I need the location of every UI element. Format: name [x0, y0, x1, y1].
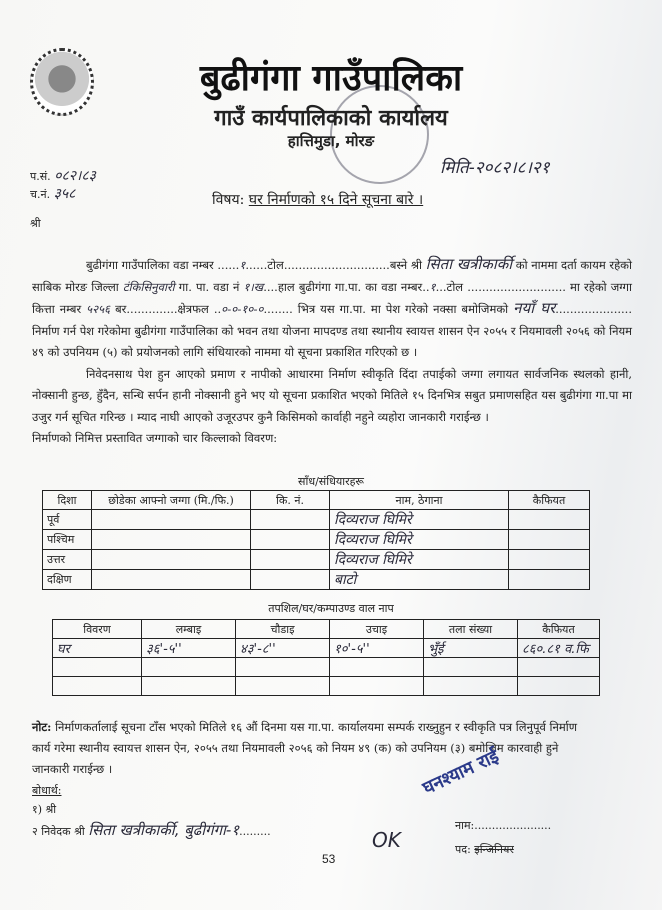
ref-cn: [30, 184, 75, 203]
post-label: पद:: [455, 843, 471, 856]
cell: घर: [53, 639, 142, 658]
text: गा. पा. वडा नं: [174, 279, 244, 294]
direction: पूर्व: [43, 510, 92, 530]
subject-text: घर निर्माणको १५ दिने सूचना बारे ।: [248, 192, 424, 208]
table-header-row: [43, 491, 590, 510]
neighbor-name: बाटो: [330, 570, 509, 590]
ps-value: ०८२।८३: [54, 168, 96, 184]
table-row: [43, 530, 590, 550]
text: ........ भित्र यस गा.पा. मा पेश गरेको नक्सा बमोजिमको: [263, 302, 514, 316]
date: मिति-२०८२।८।२१: [440, 158, 550, 178]
direction: दक्षिण: [43, 570, 92, 590]
boundary-table-caption: साँध/संधियारहरू: [298, 475, 364, 488]
paragraph-1: [32, 254, 632, 364]
building-type: नयाँ घर: [513, 299, 556, 317]
ps-label: प.सं.: [30, 170, 51, 183]
header-cell: छोडेका आफ्नो जग्गा (मि./फि.): [92, 491, 251, 510]
cell: ३६'-५'': [142, 639, 236, 658]
cc-item-1: १) श्री: [32, 803, 57, 816]
text: ......टोल.............................बस्ने श्री: [245, 258, 426, 272]
neighbor-name: दिव्यराज घिमिरे: [330, 550, 509, 570]
table-row: [53, 658, 600, 677]
cell: [509, 530, 590, 550]
text: ...टोल ........................... मा रहेको जग्गा कित्ता नम्बर: [32, 279, 632, 316]
applicant-value: सिता खत्रीकार्की, बुढीगंगा-१: [88, 821, 240, 839]
cc-label: बोधार्थ:: [32, 784, 62, 797]
text: बर..............क्षेत्रफल ..: [110, 302, 222, 316]
plot-number: ५२५६: [86, 302, 111, 316]
cell: भुँई: [424, 639, 518, 658]
cn-label: च.नं.: [30, 188, 51, 201]
former-vdc: टंकिसिनुवारी: [122, 279, 175, 294]
cc-item-2: २ निवेदक श्री सिता खत्रीकार्की, बुढीगंगा-१.........: [32, 821, 271, 839]
text: बुढीगंगा गाउँपालिका वडा नम्बर ......: [86, 258, 240, 272]
header-cell: कि. नं.: [251, 491, 330, 510]
cell: [92, 550, 251, 570]
post-value: इन्जिनियर: [474, 843, 514, 856]
direction: पश्चिम: [43, 530, 92, 550]
name-label: नाम:: [455, 819, 475, 832]
cell: ४३'-८'': [236, 639, 330, 658]
note-text: निर्माणकर्तालाई सूचना टाँस भएको मितिले १६ औं दिनमा यस गा.पा. कार्यालयमा सम्पर्क राख्नुहुन र स्वीकृति पत्र लिनुपूर्व निर्माण कार्य गरेमा स्थानीय स्वायत्त शासन ऐन, २०५५ तथा नियमावली २०५६ को नियम ४९ (क) को उपनियम (३) बमोजिम कारवाही हुने जानकारी गराईन्छ ।: [32, 720, 578, 776]
cell: [251, 570, 330, 590]
cn-value: ३५८: [53, 186, 76, 202]
cell: [92, 510, 251, 530]
table-row: [53, 639, 600, 658]
note-label: नोट:: [32, 720, 52, 734]
header-cell: लम्बाइ: [142, 620, 236, 639]
header-cell: कैफियत: [509, 491, 590, 510]
cell: [509, 570, 590, 590]
addressee: श्री: [30, 217, 41, 230]
text: को नाममा दर्ता कायम रहेको साबिक मोरङ जिल्ला: [32, 258, 632, 294]
header-cell: चौडाइ: [236, 620, 330, 639]
signatory-name: नाम:......................: [455, 819, 552, 832]
subject: [212, 190, 423, 209]
header-cell: तला संख्या: [424, 620, 518, 639]
ward-value: १: [429, 279, 436, 294]
paragraph-3: निर्माणको निमित्त प्रस्तावित जग्गाको चार किल्लाको विवरण:: [32, 431, 278, 445]
signatory-post: [455, 842, 514, 857]
applicant-name: सिता खत्रीकार्की: [425, 255, 513, 273]
handwritten-mark: OK: [372, 828, 401, 852]
subject-label: विषय:: [212, 192, 245, 208]
table-header-row: [53, 620, 600, 639]
office-title: बुढीगंगा गाउँपालिका: [199, 58, 463, 99]
cell: [251, 530, 330, 550]
table-row: [53, 677, 600, 696]
header-cell: नाम, ठेगाना: [330, 491, 509, 510]
cell: [92, 570, 251, 590]
header-cell: विवरण: [53, 620, 142, 639]
table-row: [43, 570, 590, 590]
cell: १०'-५'': [330, 639, 424, 658]
cell: [92, 530, 251, 550]
office-address: हात्तिमुडा, मोरङ: [287, 132, 375, 150]
table-row: [43, 550, 590, 570]
measure-table-caption: तपशिल/घर/कम्पाउण्ड वाल नाप: [268, 602, 394, 615]
measurement-table: [52, 619, 600, 696]
text: ..................... निर्माण गर्न पेश गरेकोमा बुढीगंगा गाउँपालिका को भवन तथा योजना मापदण्ड तथा स्थानीय स्वायत्त शासन ऐन २०५५ र नियमावली २०५६ को नियम ४९ को उपनियम (५) को प्रयोजनको लागि संधियारको नाममा यो सूचना प्रकाशित गरिएको छ ।: [32, 302, 632, 359]
former-ward: १।ख: [243, 279, 264, 294]
cell: [509, 550, 590, 570]
cell: [251, 510, 330, 530]
area-value: ०-०-१०-०: [221, 302, 264, 316]
header-cell: दिशा: [43, 491, 92, 510]
applicant-label: २ निवेदक श्री: [32, 825, 85, 838]
cell: ८६०.८१ व.फि: [518, 639, 600, 658]
header-cell: उचाइ: [330, 620, 424, 639]
cell: [509, 510, 590, 530]
header-cell: कैफियत: [518, 620, 600, 639]
boundary-table: [42, 490, 590, 590]
neighbor-name: दिव्यराज घिमिरे: [330, 510, 509, 530]
ward-value: १: [239, 258, 246, 272]
cell: [251, 550, 330, 570]
table-row: [43, 510, 590, 530]
neighbor-name: दिव्यराज घिमिरे: [330, 530, 509, 550]
paragraph-2: निवेदनसाथ पेश हुन आएको प्रमाण र नापीको आधारमा निर्माण स्वीकृति दिंदा तपाईको जग्गा लगायत सार्वजनिक स्थलको हानी, नोक्सानी हुन्छ, हुँदैन, सन्धि सर्पन हानी नोक्सानी हुने भए यो सूचना प्रकाशित भएको मितिले १५ दिनभित्र सबुत प्रमाणसहित यस बुढीगंगा गा.पा मा उजुर गर्न सूचित गरिन्छ । म्याद नाघी आएको उजूरउपर कुनै किसिमको कार्वाही नहुने व्यहोरा जानकारी गराईन्छ ।: [32, 366, 632, 424]
signature-stamp: घनश्याम राई: [419, 745, 503, 800]
body-text: [32, 254, 632, 450]
page-number: 53: [322, 852, 336, 866]
direction: उत्तर: [43, 550, 92, 570]
text: ....हाल बुढीगंगा गा.पा. का वडा नम्बर..: [263, 279, 430, 294]
ref-ps: [30, 166, 96, 185]
note: [32, 717, 592, 780]
office-subtitle: गाउँ कार्यपालिकाको कार्यालय: [214, 106, 448, 131]
